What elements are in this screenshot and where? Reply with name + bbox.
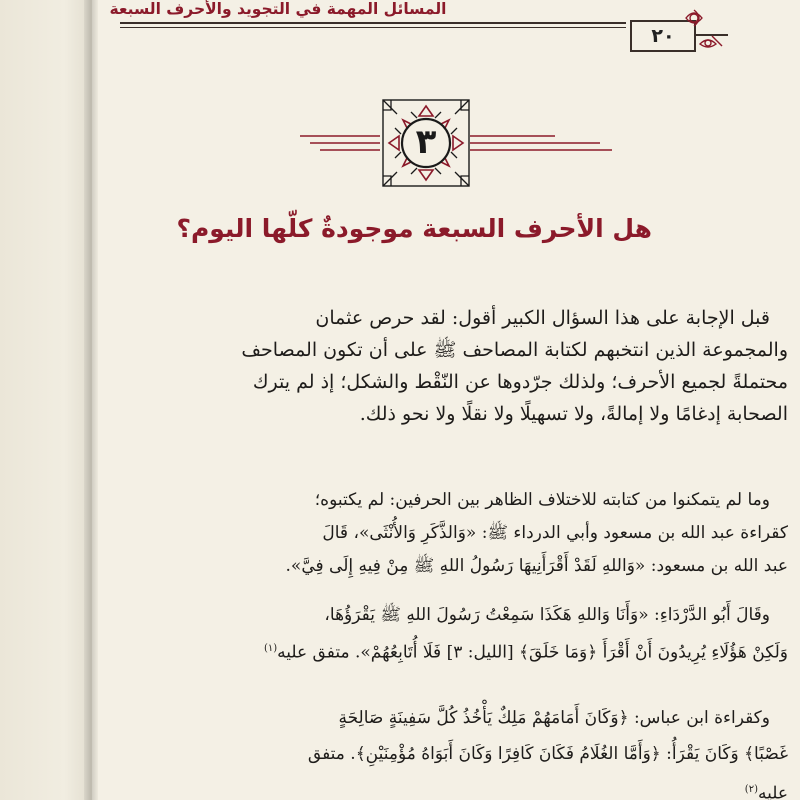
paragraph-3 <box>130 598 788 670</box>
paragraph-line <box>130 632 788 670</box>
paragraph-line: الصحابة إدغامًا ولا إمالةً، ولا تسهيلًا ولا نقلًا ولا نحو ذلك. <box>359 403 788 425</box>
header-rule-bottom <box>120 27 626 28</box>
paragraph-line: محتملةً لجميع الأحرف؛ ولذلك جرّدوها عن النّقْط والشكل؛ إذ لم يترك <box>252 371 788 393</box>
paragraph-line: كقراءة عبد الله بن مسعود وأبي الدرداء ﷺ: «وَالذَّكَرِ وَالأُنْثَى»، قَالَ <box>322 523 788 543</box>
running-head: المسائل المهمة في التجويد والأحرف السبعة <box>109 0 447 18</box>
paragraph-line: غَصْبًا﴾ وَكَانَ يَقْرَأُ: ﴿وَأَمَّا الغُلَامُ فَكَانَ كَافِرًا وَكَانَ أَبَوَاهُ مُؤْمِنَيْنِ﴾. متفق <box>307 744 788 764</box>
paragraph-1 <box>130 302 788 430</box>
paragraph-line-text: وَلَكِنْ هَؤُلَاءِ يُرِيدُونَ أَنْ أَقْرَأَ ﴿وَمَا خَلَقَ﴾ [الليل: ٣] فَلَا أُتَابِعُهُمْ». متفق عليه <box>277 642 788 663</box>
paragraph-line: قبل الإجابة على هذا السؤال الكبير أقول: لقد حرص عثمان <box>315 307 770 329</box>
book-gutter-shadow <box>84 0 98 800</box>
chapter-title: هل الأحرف السبعة موجودةٌ كلّها اليوم؟ <box>176 214 652 243</box>
chapter-number: ٣ <box>415 122 437 162</box>
corner-ornament-icon <box>682 6 728 52</box>
paragraph-line: وما لم يتمكنوا من كتابته للاختلاف الظاهر بين الحرفين: لم يكتبوه؛ <box>314 490 770 510</box>
paragraph-line: وقَالَ أَبُو الدَّرْدَاءِ: «وَأَنَا وَاللهِ هَكَذَا سَمِعْتُ رَسُولَ اللهِ ﷺ يَقْرَؤُهَا، <box>324 605 770 625</box>
paragraph-2 <box>130 484 788 583</box>
page-number: ٢٠ <box>630 20 696 52</box>
paragraph-line: عبد الله بن مسعود: «وَاللهِ لَقَدْ أَقْرَأَنِيهَا رَسُولُ اللهِ ﷺ مِنْ فِيهِ إِلَى فِيَّ». <box>285 556 788 576</box>
footnote-marker: (٢) <box>744 784 758 795</box>
paragraph-4 <box>130 700 788 800</box>
footnote-marker: (١) <box>263 643 278 654</box>
facing-page-edge <box>0 0 92 800</box>
paragraph-line: وكقراءة ابن عباس: ﴿وَكَانَ أَمَامَهُمْ مَلِكٌ يَأْخُذُ كُلَّ سَفِينَةٍ صَالِحَةٍ <box>338 708 770 728</box>
paragraph-line-text: عليه <box>757 783 788 800</box>
paragraph-line: والمجموعة الذين انتخبهم لكتابة المصاحف ﷺ على أن تكون المصاحف <box>241 339 788 361</box>
header-rule-top <box>120 22 626 24</box>
paragraph-line <box>130 772 788 800</box>
